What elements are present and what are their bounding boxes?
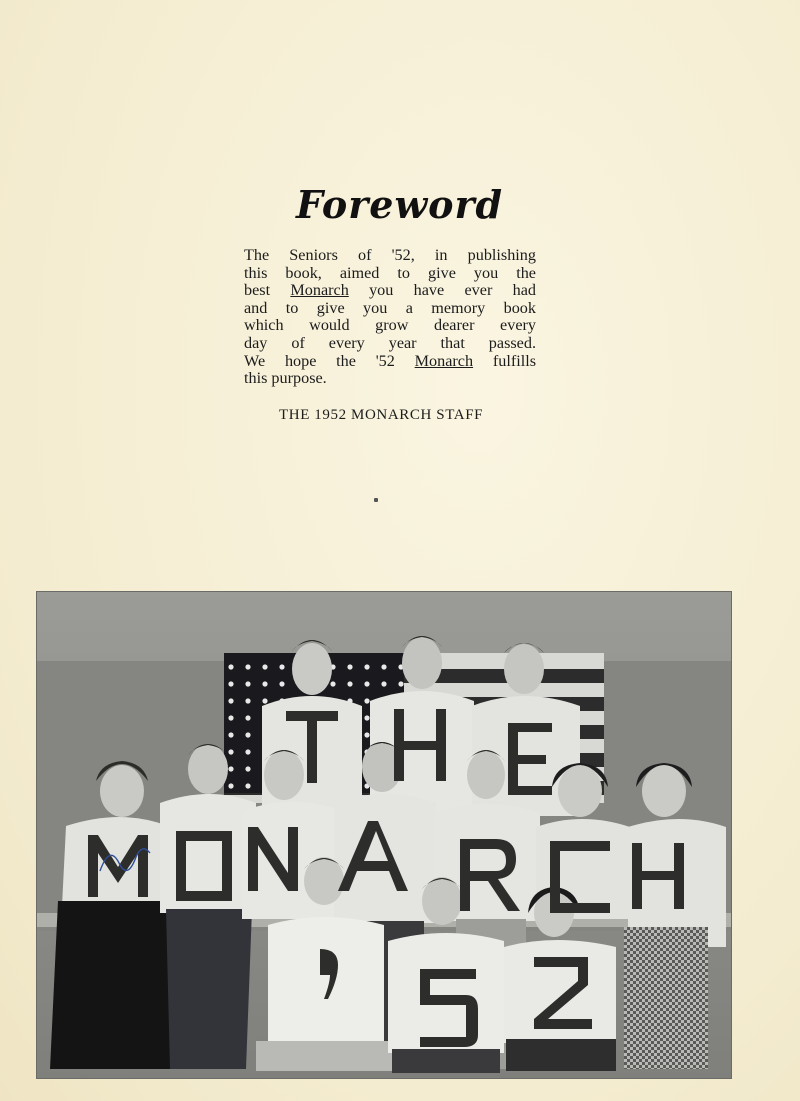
paragraph-line-5: which would grow dearer every <box>244 316 536 335</box>
paragraph-line-2: this book, aimed to give you the <box>244 263 536 282</box>
class-photo <box>36 591 732 1079</box>
print-speck <box>374 498 378 502</box>
paragraph-line-6: day of every year that passed. <box>244 333 536 352</box>
paragraph-line-8: this purpose. <box>244 369 327 388</box>
paragraph-line-1: The Seniors of '52, in publishing <box>244 246 536 264</box>
staff-signature: THE 1952 MONARCH STAFF <box>279 407 484 423</box>
paragraph-line-3: best Monarch you have ever had <box>244 281 536 300</box>
foreword-paragraph <box>244 247 536 388</box>
foreword-title: Foreword <box>296 182 504 227</box>
paragraph-line-4: and to give you a memory book <box>244 298 536 317</box>
paragraph-line-7: We hope the '52 Monarch fulfills <box>244 351 537 370</box>
